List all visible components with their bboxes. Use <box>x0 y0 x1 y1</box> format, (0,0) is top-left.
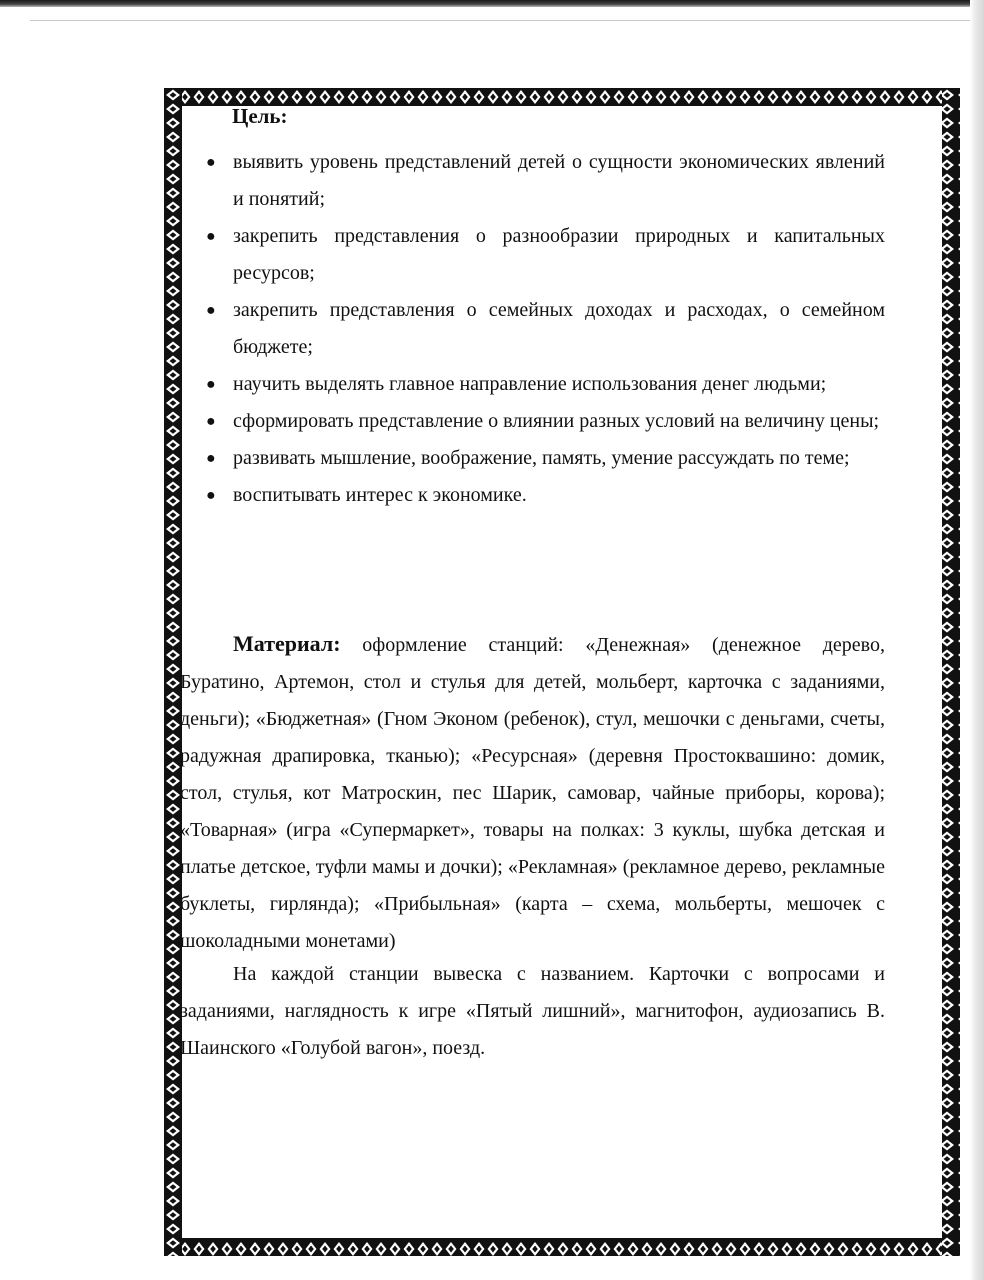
bullet-icon: ● <box>206 376 216 393</box>
material-label: Материал: <box>233 631 341 656</box>
scan-edge-right <box>970 0 984 1280</box>
list-item: ● закрепить представления о семейных доходах и расходах, о семейном бюджете; <box>180 292 885 366</box>
list-item: ● развивать мышление, воображение, память, умение рассуждать по теме; <box>180 440 885 477</box>
material-paragraph <box>180 625 885 960</box>
list-item: ● закрепить представления о разнообразии природных и капитальных ресурсов; <box>180 218 885 292</box>
list-item: ● выявить уровень представлений детей о сущности экономических явлений и понятий; <box>180 144 885 218</box>
list-item: ● сформировать представление о влиянии разных условий на величину цены; <box>180 403 885 440</box>
bullet-icon: ● <box>206 450 216 467</box>
scan-line <box>30 20 970 21</box>
bullet-icon: ● <box>206 487 216 504</box>
list-item: ● научить выделять главное направление использования денег людьми; <box>180 366 885 403</box>
stations-note: На каждой станции вывеска с названием. Карточки с вопросами и заданиями, наглядность к игре «Пятый лишний», магнитофон, аудиозапись В. Шаинского «Голубой вагон», поезд. <box>180 963 885 1059</box>
goals-list <box>180 144 885 514</box>
material-text: оформление станций: «Денежная» (денежное дерево, Буратино, Артемон, стол и стулья для детей, мольберт, карточка с заданиями, деньги); «Бюджетная» (Гном Эконом (ребенок), стул, мешочки с деньгами, счеты, радужная драпировка, тканью); «Ресурсная» (деревня Простоквашино: домик, стол, стулья, кот Матроскин, пес Шарик, самовар, чайные приборы, корова); «Товарная» (игра «Супермаркет», товары на полках: 3 куклы, шубка детская и платье детское, туфли мамы и дочки); «Рекламная» (рекламное дерево, рекламные буклеты, гирлянда); «Прибыльная» (карта – схема, мольберты, мешочек с шоколадными монетами) <box>180 634 885 952</box>
list-item: ● воспитывать интерес к экономике. <box>180 477 885 514</box>
goal-heading: Цель: <box>232 104 288 128</box>
bullet-icon: ● <box>206 228 216 245</box>
scan-edge-top <box>0 0 984 7</box>
bullet-icon: ● <box>206 413 216 430</box>
bullet-icon: ● <box>206 154 216 171</box>
bullet-icon: ● <box>206 302 216 319</box>
